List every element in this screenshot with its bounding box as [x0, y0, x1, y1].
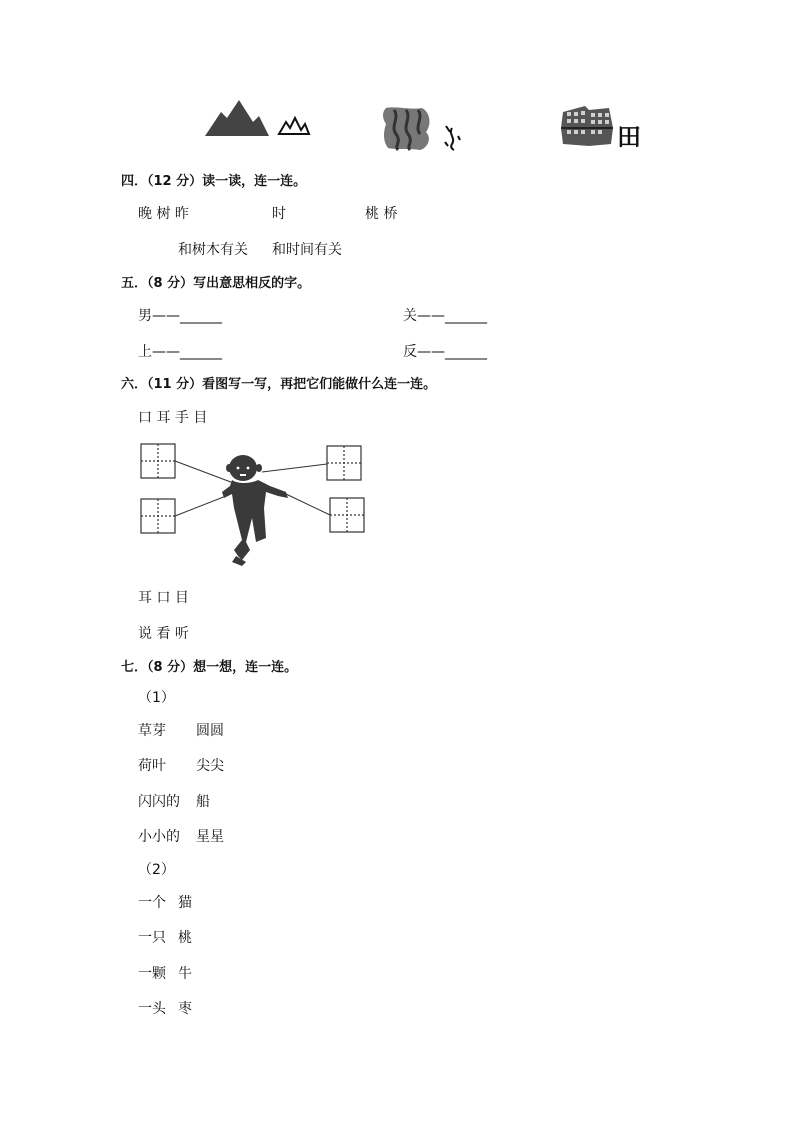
field-glyph: 田 [617, 123, 641, 151]
q7-part2-row [138, 998, 192, 1018]
boy-figure [222, 455, 288, 566]
q7-part1-row [138, 720, 224, 740]
q4-chars-group-2: 时 [272, 206, 286, 222]
q5-item [403, 305, 487, 325]
q7-part1-row [138, 791, 210, 811]
writing-box-bottom-right [330, 498, 364, 532]
q5-item-text: 反—— [403, 344, 445, 360]
q5-item [138, 305, 222, 325]
measure-word: 一只 [138, 930, 166, 946]
noun-word: 猫 [178, 895, 192, 911]
q7-part1-row [138, 755, 224, 775]
answer-blank[interactable]: ______ [445, 344, 487, 360]
q4-chars-group-3: 桃 桥 [365, 206, 398, 222]
q7-part2-row [138, 963, 192, 983]
q5-item [403, 341, 487, 361]
writing-box-top-right [327, 446, 361, 480]
q4-title: 四．（12 分）读一读，连一连。 [121, 174, 307, 189]
q5-title: 五．（8 分）写出意思相反的字。 [121, 276, 311, 291]
answer-blank[interactable]: ______ [180, 344, 222, 360]
right-word: 星星 [196, 829, 224, 845]
water-glyph-icon [442, 124, 462, 152]
q5-item-text: 关—— [403, 308, 445, 324]
q4-chars-group-1: 晚 树 昨 [138, 206, 189, 222]
q7-part1-row [138, 826, 224, 846]
q6-word-bank: 口 耳 手 目 [138, 410, 208, 426]
body-parts-illustration [138, 438, 370, 568]
noun-word: 桃 [178, 930, 192, 946]
q6-actions-row: 说 看 听 [138, 626, 189, 642]
left-word: 荷叶 [138, 758, 166, 774]
q4-option-time: 和时间有关 [272, 242, 342, 258]
q7-part2-row [138, 892, 192, 912]
field-pictograph-icon [559, 104, 615, 148]
right-word: 船 [196, 794, 210, 810]
mountain-pictograph-icon [203, 98, 271, 138]
left-word: 闪闪的 [138, 794, 180, 810]
q5-item [138, 341, 222, 361]
right-word: 圆圆 [196, 723, 224, 739]
answer-blank[interactable]: ______ [445, 308, 487, 324]
measure-word: 一头 [138, 1001, 166, 1017]
measure-word: 一个 [138, 895, 166, 911]
q4-option-trees: 和树木有关 [178, 242, 248, 258]
water-pictograph-icon [380, 104, 434, 152]
q5-item-text: 上—— [138, 344, 180, 360]
q6-parts-row: 耳 口 目 [138, 590, 189, 606]
right-word: 尖尖 [196, 758, 224, 774]
noun-word: 牛 [178, 966, 192, 982]
writing-box-top-left [141, 444, 175, 478]
answer-blank[interactable]: ______ [180, 308, 222, 324]
left-word: 草芽 [138, 723, 166, 739]
q7-title: 七．（8 分）想一想，连一连。 [121, 660, 298, 675]
q6-title: 六．（11 分）看图写一写，再把它们能做什么连一连。 [121, 377, 437, 392]
noun-word: 枣 [178, 1001, 192, 1017]
q7-part2-row [138, 927, 192, 947]
writing-box-bottom-left [141, 499, 175, 533]
q7-part1-label: （1） [138, 690, 175, 706]
left-word: 小小的 [138, 829, 180, 845]
q7-part2-label: （2） [138, 862, 175, 878]
q5-item-text: 男—— [138, 308, 180, 324]
mountain-glyph-icon [277, 116, 311, 136]
measure-word: 一颗 [138, 966, 166, 982]
